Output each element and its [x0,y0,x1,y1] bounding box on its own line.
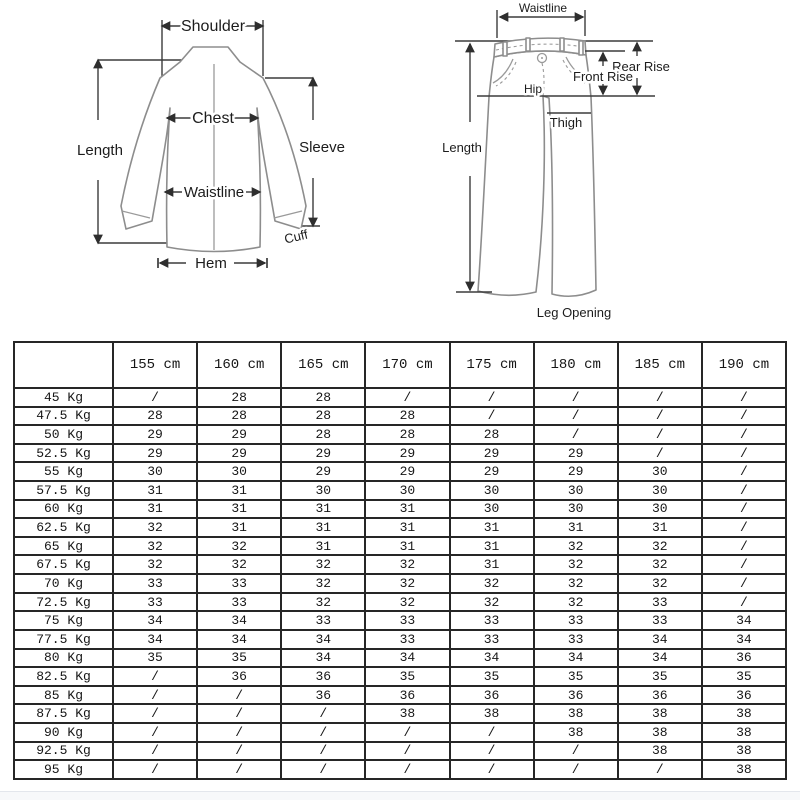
weight-label-cell: 67.5 Kg [14,555,113,574]
pants-length-label: Length [442,140,482,155]
size-value-cell: / [197,723,281,742]
size-value-cell: / [450,723,534,742]
size-value-cell: 33 [450,611,534,630]
height-header-cell: 190 cm [702,342,786,388]
size-value-cell: 38 [702,760,786,779]
size-value-cell: 38 [702,723,786,742]
size-value-cell: 34 [702,630,786,649]
thigh-label: Thigh [549,115,583,130]
size-value-cell: 34 [281,649,365,668]
size-value-cell: 30 [365,481,449,500]
size-value-cell: 32 [450,593,534,612]
size-value-cell: 32 [534,537,618,556]
size-value-cell: / [450,388,534,407]
size-value-cell: 35 [450,667,534,686]
size-value-cell: / [702,425,786,444]
size-value-cell: 33 [197,574,281,593]
size-value-cell: 38 [702,704,786,723]
size-value-cell: / [534,760,618,779]
size-value-cell: 34 [702,611,786,630]
size-value-cell: 29 [281,444,365,463]
size-value-cell: / [618,407,702,426]
size-value-cell: 31 [534,518,618,537]
size-value-cell: / [618,388,702,407]
size-value-cell: 33 [618,611,702,630]
size-value-cell: / [365,388,449,407]
size-value-cell: 30 [618,481,702,500]
size-value-cell: 31 [281,500,365,519]
size-value-cell: 28 [197,388,281,407]
weight-label-cell: 55 Kg [14,462,113,481]
size-value-cell: 32 [365,593,449,612]
table-row [14,555,786,574]
size-value-cell: / [113,723,197,742]
weight-label-cell: 65 Kg [14,537,113,556]
size-value-cell: 32 [618,574,702,593]
size-value-cell: / [618,444,702,463]
size-value-cell: 29 [197,425,281,444]
size-value-cell: 32 [534,593,618,612]
size-value-cell: / [702,518,786,537]
size-value-cell: 33 [534,630,618,649]
size-value-cell: 35 [365,667,449,686]
size-value-cell: 32 [197,555,281,574]
size-value-cell: 34 [113,630,197,649]
size-value-cell: / [702,481,786,500]
size-value-cell: 30 [618,500,702,519]
table-row [14,481,786,500]
leg-opening-label: Leg Opening [536,305,612,320]
size-value-cell: 32 [534,555,618,574]
size-value-cell: 30 [197,462,281,481]
size-value-cell: / [702,407,786,426]
weight-label-cell: 57.5 Kg [14,481,113,500]
size-value-cell: 36 [197,667,281,686]
table-row [14,723,786,742]
table-row [14,500,786,519]
table-row [14,407,786,426]
size-value-cell: 30 [618,462,702,481]
size-value-cell: / [702,593,786,612]
table-row [14,537,786,556]
weight-label-cell: 50 Kg [14,425,113,444]
table-row [14,704,786,723]
sleeve-label: Sleeve [299,139,345,156]
size-value-cell: / [113,742,197,761]
size-value-cell: 32 [281,574,365,593]
size-value-cell: / [197,704,281,723]
weight-label-cell: 85 Kg [14,686,113,705]
weight-label-cell: 80 Kg [14,649,113,668]
shirt-measurement-diagram [77,18,345,272]
size-value-cell: 36 [450,686,534,705]
size-value-cell: / [113,704,197,723]
size-value-cell: 34 [281,630,365,649]
table-row [14,518,786,537]
size-value-cell: / [450,407,534,426]
pants-waistline-label: Waistline [518,1,568,15]
size-value-cell: / [702,537,786,556]
size-value-cell: 36 [702,686,786,705]
size-value-cell: 31 [618,518,702,537]
size-value-cell: 38 [534,723,618,742]
size-table [13,341,787,780]
size-value-cell: 32 [113,537,197,556]
size-value-cell: 30 [534,500,618,519]
size-value-cell: 32 [113,555,197,574]
size-value-cell: 38 [534,704,618,723]
size-value-cell: / [450,742,534,761]
size-value-cell: 32 [618,555,702,574]
weight-label-cell: 90 Kg [14,723,113,742]
size-value-cell: 33 [365,611,449,630]
size-value-cell: 31 [450,555,534,574]
size-value-cell: / [450,760,534,779]
size-value-cell: 36 [534,686,618,705]
size-value-cell: / [197,686,281,705]
size-value-cell: 36 [365,686,449,705]
weight-label-cell: 52.5 Kg [14,444,113,463]
size-value-cell: 29 [113,425,197,444]
size-value-cell: / [534,425,618,444]
size-value-cell: 31 [197,481,281,500]
size-value-cell: 28 [365,407,449,426]
size-value-cell: / [618,425,702,444]
weight-label-cell: 77.5 Kg [14,630,113,649]
size-value-cell: 28 [197,407,281,426]
size-value-cell: 29 [450,462,534,481]
size-value-cell: 32 [281,593,365,612]
table-row [14,667,786,686]
size-value-cell: 38 [450,704,534,723]
height-header-cell: 185 cm [618,342,702,388]
size-value-cell: 29 [365,444,449,463]
height-header-cell: 160 cm [197,342,281,388]
table-row [14,462,786,481]
size-value-cell: / [197,760,281,779]
size-value-cell: 35 [702,667,786,686]
size-value-cell: 38 [365,704,449,723]
size-value-cell: 29 [113,444,197,463]
size-value-cell: 32 [618,537,702,556]
size-value-cell: 30 [113,462,197,481]
height-header-cell: 155 cm [113,342,197,388]
size-value-cell: 34 [618,649,702,668]
size-value-cell: 31 [365,500,449,519]
corner-cell [14,342,113,388]
size-value-cell: / [534,388,618,407]
size-value-cell: 31 [197,518,281,537]
size-value-cell: 31 [281,537,365,556]
size-value-cell: 35 [618,667,702,686]
size-value-cell: / [113,760,197,779]
size-value-cell: / [702,574,786,593]
height-header-cell: 175 cm [450,342,534,388]
height-header-cell: 165 cm [281,342,365,388]
rear-rise-label: Rear Rise [612,59,670,74]
table-row [14,593,786,612]
size-value-cell: 33 [113,574,197,593]
shirt-length-label: Length [77,142,123,159]
height-header-cell: 180 cm [534,342,618,388]
size-value-cell: 32 [281,555,365,574]
size-value-cell: / [281,704,365,723]
weight-label-cell: 60 Kg [14,500,113,519]
shirt-waistline-label: Waistline [183,184,245,201]
size-value-cell: / [702,444,786,463]
table-row [14,388,786,407]
front-rise-label: Front Rise [573,69,633,84]
size-value-cell: 34 [365,649,449,668]
table-row [14,611,786,630]
size-value-cell: / [618,760,702,779]
size-value-cell: 38 [618,723,702,742]
size-value-cell: 31 [281,518,365,537]
weight-label-cell: 87.5 Kg [14,704,113,723]
size-value-cell: / [281,742,365,761]
size-value-cell: 33 [450,630,534,649]
size-value-cell: 33 [618,593,702,612]
chest-label: Chest [192,110,234,127]
size-value-cell: 29 [281,462,365,481]
size-value-cell: / [113,667,197,686]
hem-label: Hem [195,255,227,272]
size-value-cell: / [702,555,786,574]
size-value-cell: 28 [281,407,365,426]
size-value-cell: 29 [365,462,449,481]
table-row [14,742,786,761]
weight-label-cell: 47.5 Kg [14,407,113,426]
weight-label-cell: 95 Kg [14,760,113,779]
size-value-cell: 29 [534,444,618,463]
size-value-cell: 36 [281,667,365,686]
size-value-cell: 36 [618,686,702,705]
size-value-cell: 33 [365,630,449,649]
size-value-cell: 36 [281,686,365,705]
size-value-cell: / [534,742,618,761]
weight-label-cell: 62.5 Kg [14,518,113,537]
size-value-cell: 32 [113,518,197,537]
size-value-cell: 35 [197,649,281,668]
size-value-cell: 30 [450,481,534,500]
size-value-cell: 33 [534,611,618,630]
size-value-cell: 30 [281,481,365,500]
size-value-cell: 38 [618,704,702,723]
table-row [14,760,786,779]
size-value-cell: 34 [534,649,618,668]
table-row [14,425,786,444]
hip-label: Hip [523,82,543,96]
size-value-cell: / [365,760,449,779]
size-value-cell: 30 [534,481,618,500]
size-value-cell: 31 [113,500,197,519]
size-table-header-row [14,342,786,388]
weight-label-cell: 82.5 Kg [14,667,113,686]
size-table-body [14,388,786,779]
size-value-cell: 31 [113,481,197,500]
weight-label-cell: 92.5 Kg [14,742,113,761]
size-value-cell: / [702,500,786,519]
weight-label-cell: 70 Kg [14,574,113,593]
size-value-cell: / [702,462,786,481]
size-value-cell: 34 [197,611,281,630]
size-value-cell: 36 [702,649,786,668]
size-value-cell: 31 [450,537,534,556]
size-value-cell: / [702,388,786,407]
weight-label-cell: 72.5 Kg [14,593,113,612]
size-value-cell: / [113,686,197,705]
size-value-cell: 34 [113,611,197,630]
size-value-cell: 28 [365,425,449,444]
table-row [14,574,786,593]
size-value-cell: 31 [450,518,534,537]
size-value-cell: 38 [618,742,702,761]
size-value-cell: / [365,742,449,761]
size-value-cell: 33 [197,593,281,612]
size-value-cell: 31 [365,518,449,537]
weight-label-cell: 45 Kg [14,388,113,407]
size-value-cell: 32 [365,555,449,574]
size-value-cell: 35 [113,649,197,668]
bottom-edge-strip [0,791,800,800]
size-value-cell: 34 [197,630,281,649]
size-value-cell: 34 [618,630,702,649]
weight-label-cell: 75 Kg [14,611,113,630]
size-value-cell: 28 [113,407,197,426]
table-row [14,630,786,649]
size-value-cell: 32 [534,574,618,593]
cuff-label: Cuff [282,226,310,247]
height-header-cell: 170 cm [365,342,449,388]
size-value-cell: 28 [281,425,365,444]
size-value-cell: 31 [365,537,449,556]
size-value-cell: / [365,723,449,742]
size-value-cell: 32 [450,574,534,593]
size-value-cell: 35 [534,667,618,686]
size-value-cell: 34 [450,649,534,668]
size-value-cell: 29 [450,444,534,463]
pants-measurement-diagram [442,1,670,320]
size-value-cell: 32 [365,574,449,593]
table-row [14,686,786,705]
size-value-cell: / [197,742,281,761]
shoulder-label: Shoulder [180,18,246,35]
measurement-diagrams [0,0,800,336]
size-value-cell: / [281,760,365,779]
size-value-cell: 30 [450,500,534,519]
table-row [14,444,786,463]
size-value-cell: 28 [450,425,534,444]
size-value-cell: 33 [281,611,365,630]
size-value-cell: / [281,723,365,742]
size-value-cell: 29 [197,444,281,463]
size-value-cell: 29 [534,462,618,481]
size-value-cell: 32 [197,537,281,556]
size-value-cell: 33 [113,593,197,612]
size-value-cell: / [113,388,197,407]
size-value-cell: 38 [702,742,786,761]
size-value-cell: 28 [281,388,365,407]
size-value-cell: 31 [197,500,281,519]
table-row [14,649,786,668]
size-value-cell: / [534,407,618,426]
